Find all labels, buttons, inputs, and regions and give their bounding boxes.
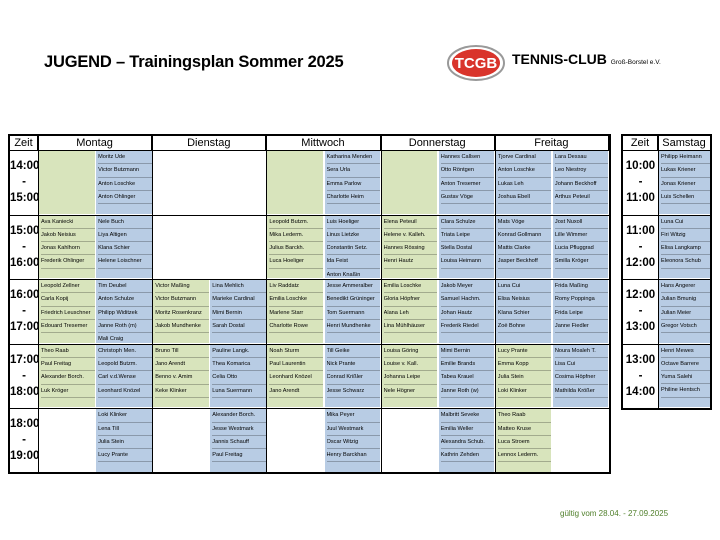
time-dash: - (638, 240, 643, 253)
player-name: Frederik Ohlinger (41, 255, 95, 268)
club-name (512, 51, 661, 67)
training-group (439, 345, 495, 408)
row-divider (10, 408, 609, 409)
player-name: Noah Sturm (269, 345, 323, 358)
player-name: Lisa Cui (555, 358, 609, 371)
player-name: Henry Barckhan (327, 449, 381, 462)
sat-time-column-divider (658, 136, 659, 408)
player-name: Emilia Loschke (269, 293, 323, 306)
player-name: Henri Mewes (661, 345, 710, 358)
training-group (96, 280, 152, 343)
training-group (96, 409, 152, 472)
time-dash: - (638, 305, 643, 317)
training-group (153, 216, 209, 279)
training-group (553, 280, 609, 343)
player-name: Carl v.d.Wense (98, 371, 152, 384)
time-start: 11:00 (626, 224, 655, 237)
player-name: Leopold Zellner (41, 280, 95, 293)
player-name: Benno v. Amim (155, 371, 209, 384)
training-group (382, 216, 438, 279)
time-start: 10:00 (625, 160, 656, 172)
player-name: Henri Hautz (384, 255, 438, 268)
player-name: Emilia Loschke (384, 280, 438, 293)
player-name: Louisa Heimann (441, 255, 495, 268)
logo-text: TCGB (454, 55, 498, 72)
time-start: 16:00 (10, 289, 40, 302)
player-name: Mali Craig (98, 333, 152, 343)
player-name: Victor Butzmann (155, 293, 209, 306)
player-name: Philipp Widitzek (98, 307, 152, 320)
time-end: 17:00 (10, 321, 40, 334)
training-group (96, 345, 152, 408)
sat-time-slot-2 (623, 287, 658, 335)
player-name: Emma Parlow (327, 178, 381, 191)
player-name: Victor Maßing (155, 280, 209, 293)
player-name: Marlene Starr (269, 307, 323, 320)
sat-row-divider (623, 344, 710, 345)
player-name: Julia Stein (498, 371, 552, 384)
training-group (39, 151, 95, 214)
player-name: Anton Knaßin (327, 269, 381, 279)
player-name: Lille Wimmer (555, 229, 609, 242)
player-name: Leonhard Knözel (98, 385, 152, 398)
player-name: Mimi Bernin (441, 345, 495, 358)
player-name: Nele Högner (384, 385, 438, 398)
player-name: Tim Deubel (98, 280, 152, 293)
time-end: 12:00 (625, 256, 656, 269)
sat-zeit-header: Zeit (623, 136, 658, 150)
player-name: Yuma Salehi (661, 371, 710, 384)
day-divider (266, 136, 267, 472)
player-name: Juul Westmark (327, 423, 381, 436)
player-name: Jakob Mundhenke (155, 320, 209, 333)
player-name: Mika Lederm. (269, 229, 323, 242)
time-dash: - (22, 240, 26, 253)
sat-time-slot-1 (623, 223, 658, 271)
player-name: Frida Leipe (555, 307, 609, 320)
player-name: Julius Barckh. (269, 242, 323, 255)
player-name: Theo Raab (498, 409, 552, 422)
player-name: Jannis Schauff (212, 436, 266, 449)
time-start: 13:00 (625, 353, 656, 366)
time-dash: - (22, 369, 26, 382)
club-location: Groß-Borstel e.V. (610, 59, 661, 66)
player-name: Zoë Bohne (498, 320, 552, 333)
player-name: Jost Nuxoll (555, 216, 609, 229)
time-start: 12:00 (625, 289, 656, 301)
training-group (496, 409, 552, 472)
player-name: Lara Dessau (555, 151, 609, 164)
player-name: Anton Schulze (98, 293, 152, 306)
training-group (96, 216, 152, 279)
day-header-samstag: Samstag (662, 137, 706, 149)
training-group (553, 345, 609, 408)
player-name: Luca Stroem (498, 436, 552, 449)
player-name: Charlotte Rowe (269, 320, 323, 333)
player-name: Romy Poppinga (555, 293, 609, 306)
player-name: Frederik Riedel (441, 320, 495, 333)
time-column-divider (38, 136, 39, 472)
player-name: Jano Arendt (155, 358, 209, 371)
player-name: Janne Roth (w) (441, 385, 495, 398)
saturday-schedule-table (621, 134, 712, 410)
training-group (39, 345, 95, 408)
player-name: Moritz Rosenkranz (155, 307, 209, 320)
player-name: Stella Dostal (441, 242, 495, 255)
training-group (439, 151, 495, 214)
day-header-3: Donnerstag (381, 136, 495, 150)
player-name: Joshua Ebell (498, 191, 552, 204)
time-dash: - (22, 305, 26, 318)
player-name: Johan Hautz (441, 307, 495, 320)
player-name: Tabea Krauel (441, 371, 495, 384)
time-slot-1 (10, 223, 38, 271)
player-name: Nele Buch (98, 216, 152, 229)
player-name: Mimi Bernin (212, 307, 266, 320)
sat-time-slot-3 (623, 352, 658, 400)
training-group (267, 216, 323, 279)
player-name: Constantin Setz. (327, 242, 381, 255)
player-name: Konrad Gollmann (498, 229, 552, 242)
player-name: Jasper Beckhoff (498, 255, 552, 268)
player-name: Triata Leipe (441, 229, 495, 242)
player-name: Philine Hentsch (661, 384, 710, 397)
player-name: Jakob Neisius (41, 229, 95, 242)
player-name: Carla Kopij (41, 293, 95, 306)
player-name: Cosima Höpfner (555, 371, 609, 384)
player-name: Jakob Meyer (441, 280, 495, 293)
time-dash: - (22, 434, 26, 447)
player-name: Alexandra Schub. (441, 436, 495, 449)
player-name: Helene Loischner (98, 255, 152, 268)
player-name: Victor Butzmann (98, 164, 152, 177)
player-name: Theo Raab (41, 345, 95, 358)
training-group (210, 409, 266, 472)
training-group (267, 151, 323, 214)
training-group (153, 409, 209, 472)
training-group (325, 151, 381, 214)
player-name: Paul Laurentin (269, 358, 323, 371)
row-divider (10, 279, 609, 280)
training-group (496, 345, 552, 408)
player-name: Helene v. Kalleh. (384, 229, 438, 242)
player-name: Hans Angerer (661, 280, 710, 293)
player-name: Emma Kopp (498, 358, 552, 371)
player-name: Ida Feist (327, 255, 381, 268)
player-name: Anton Loschke (498, 164, 552, 177)
player-name: Johann Beckhoff (555, 178, 609, 191)
validity-note: gültig vom 28.04. - 27.09.2025 (560, 509, 669, 518)
training-group (267, 345, 323, 408)
player-name: Lucy Prante (98, 449, 152, 462)
training-group (325, 280, 381, 343)
player-name: Moritz Ude (98, 151, 152, 164)
player-name: Lina Mühlhäuser (384, 320, 438, 333)
training-group (659, 216, 710, 279)
training-group (210, 151, 266, 214)
player-name: Matteo Kruse (498, 423, 552, 436)
player-name: Marieke Cardinal (212, 293, 266, 306)
training-group (659, 280, 710, 343)
player-name: Luna Cui (498, 280, 552, 293)
player-name: Elena Peteuil (384, 216, 438, 229)
training-group (153, 280, 209, 343)
player-name: Lucia Pfluggrad (555, 242, 609, 255)
training-group (210, 345, 266, 408)
player-name: Janne Fiedler (555, 320, 609, 333)
time-slot-2 (10, 287, 38, 335)
player-name: Edouard Tresemer (41, 320, 95, 333)
training-group (210, 280, 266, 343)
training-group (210, 216, 266, 279)
training-group (496, 216, 552, 279)
player-name: Jesse Ammeralber (327, 280, 381, 293)
training-group (153, 345, 209, 408)
sat-time-slot-0 (623, 158, 658, 206)
sat-row-divider (623, 215, 710, 216)
player-name: Hannes Callsen (441, 151, 495, 164)
player-name: Linus Lietzke (327, 229, 381, 242)
player-name: Smilla Kröger (555, 255, 609, 268)
club-name-text: TENNIS-CLUB (512, 51, 607, 67)
row-divider (10, 215, 609, 216)
training-group (267, 280, 323, 343)
player-name: Gregor Votsch (661, 320, 710, 333)
training-group (382, 345, 438, 408)
training-group (553, 216, 609, 279)
player-name: Louise v. Kall. (384, 358, 438, 371)
player-name: Friedrich Leuschner (41, 307, 95, 320)
time-start: 18:00 (10, 418, 40, 431)
training-group (439, 216, 495, 279)
player-name: Klana Schier (498, 307, 552, 320)
day-header-2: Mittwoch (266, 136, 380, 150)
player-name: Leopold Butzm. (269, 216, 323, 229)
player-name: Tjorve Cardinal (498, 151, 552, 164)
time-slot-4 (10, 416, 38, 464)
player-name: Jonas Kahlhorn (41, 242, 95, 255)
player-name: Julia Stein (98, 436, 152, 449)
day-divider (495, 136, 496, 472)
time-end: 16:00 (10, 256, 40, 269)
player-name: Mika Peyer (327, 409, 381, 422)
training-group (39, 280, 95, 343)
player-name: Klana Schier (98, 242, 152, 255)
time-slot-3 (10, 352, 38, 400)
day-header-0: Montag (38, 136, 152, 150)
player-name: Paul Freitag (41, 358, 95, 371)
player-name: Christoph Men. (98, 345, 152, 358)
player-name: Frida Maßing (555, 280, 609, 293)
player-name: Sarah Dostal (212, 320, 266, 333)
player-name: Loki Klinker (98, 409, 152, 422)
player-name: Elisa Langkamp (661, 242, 710, 255)
player-name: Ava Kaniecki (41, 216, 95, 229)
time-end: 13:00 (625, 321, 656, 333)
player-name: Emilie Brands (441, 358, 495, 371)
player-name: Loki Klinker (498, 385, 552, 398)
player-name: Luca Hoeliger (269, 255, 323, 268)
training-group (439, 280, 495, 343)
training-group (382, 151, 438, 214)
player-name: Luis Hoeliger (327, 216, 381, 229)
player-name: Julian Bmunig (661, 293, 710, 306)
player-name: Lucy Prante (498, 345, 552, 358)
training-group (382, 280, 438, 343)
player-name: Luk Kröger (41, 385, 95, 398)
player-name: Celia Otto (212, 371, 266, 384)
main-schedule-table (8, 134, 611, 474)
tcgb-logo (446, 44, 506, 82)
player-name: Jesse Westmark (212, 423, 266, 436)
player-name: Jesse Schwarz (327, 385, 381, 398)
player-name: Sera Urla (327, 164, 381, 177)
zeit-header: Zeit (10, 136, 38, 150)
training-group (325, 409, 381, 472)
player-name: Janne Roth (m) (98, 320, 152, 333)
player-name: Emilia Weller (441, 423, 495, 436)
player-name: Malbritt Seveke (441, 409, 495, 422)
time-start: 17:00 (10, 353, 40, 366)
time-end: 14:00 (625, 385, 656, 398)
training-group (659, 151, 710, 214)
player-name: Charlotte Heim (327, 191, 381, 204)
player-name: Mathilda Krößer (555, 385, 609, 398)
training-group (382, 409, 438, 472)
player-name: Bruno Till (155, 345, 209, 358)
player-name: Liya Altigen (98, 229, 152, 242)
player-name: Luna Suermann (212, 385, 266, 398)
player-name: Alexander Borch. (212, 409, 266, 422)
time-end: 19:00 (10, 450, 40, 463)
player-name: Anton Tresemer (441, 178, 495, 191)
player-name: Mattis Clarke (498, 242, 552, 255)
player-name: Leo Niestroy (555, 164, 609, 177)
player-name: Leonhard Knözel (269, 371, 323, 384)
player-name: Lena Till (98, 423, 152, 436)
player-name: Gloria Höpfner (384, 293, 438, 306)
player-name: Lukas Leh (498, 178, 552, 191)
player-name: Samuel Hachm. (441, 293, 495, 306)
time-slot-0 (10, 158, 38, 206)
training-group (325, 345, 381, 408)
time-start: 14:00 (10, 160, 40, 172)
training-group (325, 216, 381, 279)
time-end: 15:00 (10, 192, 40, 204)
time-end: 18:00 (10, 385, 40, 398)
row-divider (10, 344, 609, 345)
player-name: Alexander Borch. (41, 371, 95, 384)
player-name: Thea Komarica (212, 358, 266, 371)
player-name: Pauline Langk. (212, 345, 266, 358)
player-name: Benedikt Grüninger (327, 293, 381, 306)
player-name: Liv Raddatz (269, 280, 323, 293)
player-name: Kathrin Zehden (441, 449, 495, 462)
day-divider (381, 136, 382, 472)
training-group (96, 151, 152, 214)
day-divider (152, 136, 153, 472)
training-group (659, 345, 710, 408)
player-name: Octave Barrere (661, 358, 710, 371)
time-end: 11:00 (626, 192, 655, 204)
player-name: Arthus Peteuil (555, 191, 609, 204)
player-name: Lina Mehlich (212, 280, 266, 293)
player-name: Gustav Vöge (441, 191, 495, 204)
player-name: Hannes Rössing (384, 242, 438, 255)
player-name: Johanna Leipe (384, 371, 438, 384)
time-dash: - (638, 369, 643, 382)
training-group (553, 409, 609, 472)
day-header-1: Dienstag (152, 136, 266, 150)
training-group (267, 409, 323, 472)
player-name: Anton Ohlinger (98, 191, 152, 204)
time-dash: - (22, 176, 26, 188)
player-name: Firi Witzig (661, 229, 710, 242)
player-name: Noura Moaleh T. (555, 345, 609, 358)
player-name: Otto Röntgen (441, 164, 495, 177)
player-name: Elisa Neisius (498, 293, 552, 306)
player-name: Julian Meier (661, 307, 710, 320)
training-group (496, 151, 552, 214)
player-name: Clara Schulze (441, 216, 495, 229)
training-group (553, 151, 609, 214)
player-name: Louisa Göring (384, 345, 438, 358)
player-name: Henri Mundhenke (327, 320, 381, 333)
time-start: 15:00 (10, 224, 40, 237)
player-name: Jano Arendt (269, 385, 323, 398)
training-group (39, 409, 95, 472)
player-name: Conrad Krißler (327, 371, 381, 384)
player-name: Lukas Kriener (661, 164, 710, 177)
player-name: Nick Prante (327, 358, 381, 371)
day-header-4: Freitag (495, 136, 609, 150)
training-group (439, 409, 495, 472)
player-name: Luna Cui (661, 216, 710, 229)
player-name: Tom Suermann (327, 307, 381, 320)
player-name: Alana Leh (384, 307, 438, 320)
player-name: Katharina Menden (327, 151, 381, 164)
player-name: Keke Klinker (155, 385, 209, 398)
player-name: Leopold Butzm. (98, 358, 152, 371)
time-dash: - (638, 176, 643, 188)
player-name: Till Geike (327, 345, 381, 358)
player-name: Paul Freitag (212, 449, 266, 462)
player-name: Philipp Heimann (661, 151, 710, 164)
player-name: Luis Schellen (661, 191, 710, 204)
page-title: JUGEND – Trainingsplan Sommer 2025 (44, 53, 344, 71)
training-group (496, 280, 552, 343)
player-name: Anton Loschke (98, 178, 152, 191)
training-group (153, 151, 209, 214)
player-name: Oscar Witzig (327, 436, 381, 449)
player-name: Lennox Lederm. (498, 449, 552, 462)
sat-row-divider (623, 279, 710, 280)
training-group (39, 216, 95, 279)
player-name: Eleonora Schub (661, 255, 710, 268)
player-name: Jonas Kriener (661, 178, 710, 191)
player-name: Mats Vöge (498, 216, 552, 229)
